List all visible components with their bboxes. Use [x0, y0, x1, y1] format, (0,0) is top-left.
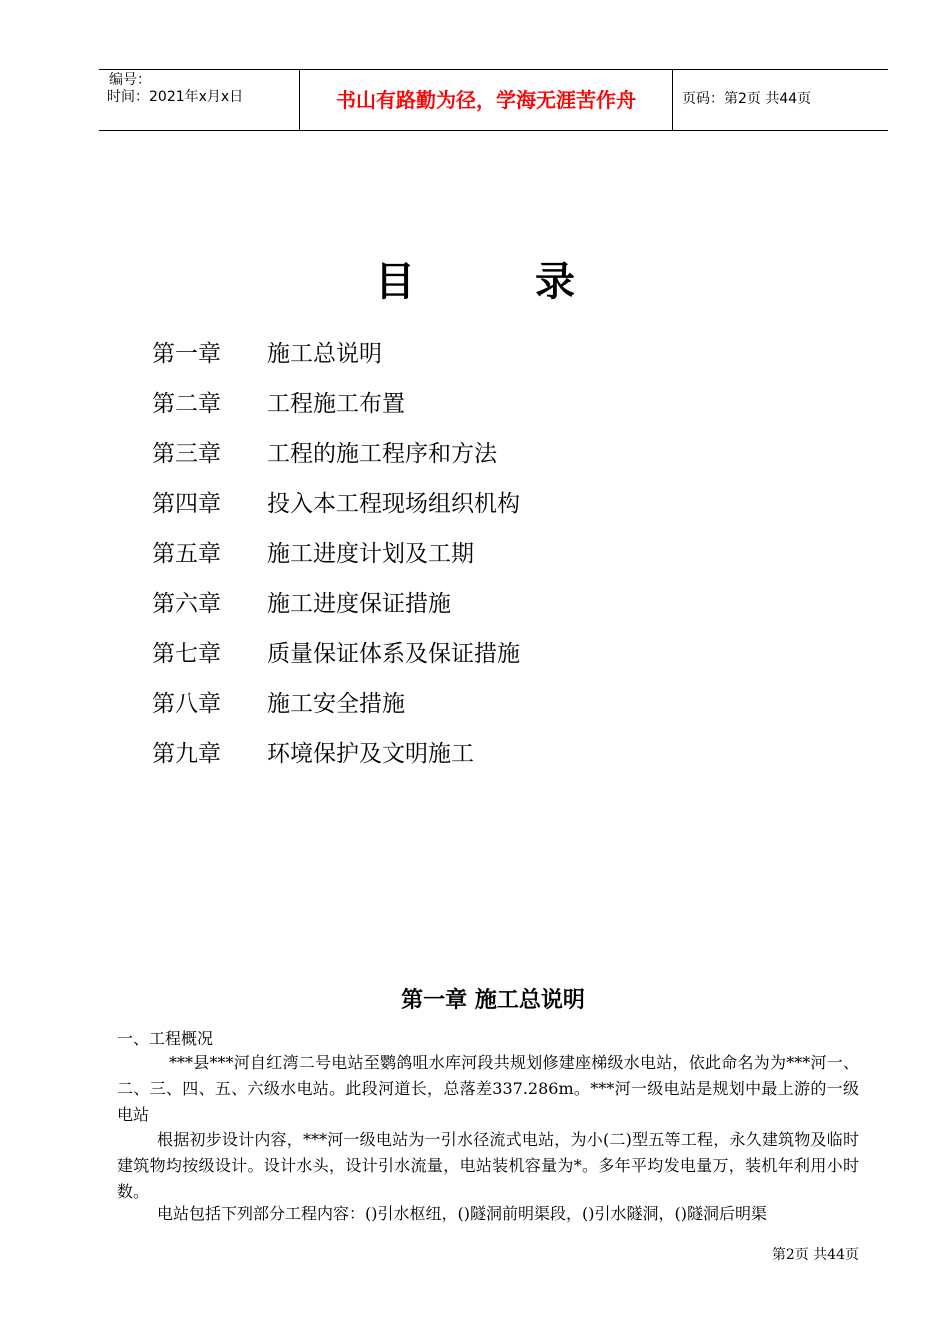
toc-chapter-number: 第六章 [152, 591, 221, 617]
toc-item [152, 686, 520, 736]
toc-chapter-title: 环境保护及文明施工 [267, 741, 474, 767]
toc-chapter-number: 第九章 [152, 741, 221, 767]
header-motto-cell [299, 70, 673, 130]
document-time-label: 时间：2021年x月x日 [107, 89, 244, 105]
toc-item [152, 736, 520, 786]
toc-chapter-title: 施工总说明 [267, 341, 382, 367]
toc-chapter-number: 第二章 [152, 391, 221, 417]
toc-chapter-title: 工程施工布置 [267, 391, 405, 417]
toc-item [152, 486, 520, 536]
header-left-cell [99, 70, 299, 130]
toc-item [152, 536, 520, 586]
section-heading: 一、工程概况 [117, 1029, 214, 1048]
document-number-label: 编号： [109, 72, 151, 88]
toc-chapter-number: 第三章 [152, 441, 221, 467]
toc-chapter-number: 第一章 [152, 341, 221, 367]
body-paragraph: ***县***河自红湾二号电站至鹦鸽咀水库河段共规划修建座梯级水电站，依此命名为为***河一、二、三、四、五、六级水电站。此段河道长，总落差337.286m。***河一级电站是规划中最上游的一级电站 [117, 1053, 859, 1124]
body-paragraph: 电站包括下列部分工程内容：()引水枢纽，()隧洞前明渠段，()引水隧洞，()隧洞后明渠 [157, 1204, 767, 1223]
toc-chapter-title: 质量保证体系及保证措施 [267, 641, 520, 667]
chapter-title: 第一章 施工总说明 [401, 988, 585, 1013]
page-footer: 第2页 共44页 [771, 1247, 859, 1263]
toc-chapter-number: 第五章 [152, 541, 221, 567]
toc-chapter-number: 第四章 [152, 491, 221, 517]
toc-title: 目录 [375, 259, 695, 305]
toc-item [152, 386, 520, 436]
toc-chapter-title: 投入本工程现场组织机构 [267, 491, 520, 517]
toc-chapter-number: 第七章 [152, 641, 221, 667]
toc-item [152, 586, 520, 636]
header-page-info: 页码：第2页 共44页 [682, 91, 812, 107]
page-header [99, 69, 888, 131]
toc-chapter-title: 施工进度保证措施 [267, 591, 451, 617]
toc-item [152, 436, 520, 486]
toc-chapter-title: 工程的施工程序和方法 [267, 441, 497, 467]
toc-list [152, 336, 520, 786]
toc-item [152, 336, 520, 386]
toc-item [152, 636, 520, 686]
toc-chapter-title: 施工安全措施 [267, 691, 405, 717]
body-paragraph: 根据初步设计内容，***河一级电站为一引水径流式电站，为小(二)型五等工程，永久建筑物及临时建筑物均按级设计。设计水头，设计引水流量，电站装机容量为*。多年平均发电量万，装机年利用小时数。 [117, 1130, 859, 1201]
toc-chapter-title: 施工进度计划及工期 [267, 541, 474, 567]
header-right-cell [672, 70, 888, 130]
toc-chapter-number: 第八章 [152, 691, 221, 717]
header-motto: 书山有路勤为径，学海无涯苦作舟 [336, 88, 636, 112]
